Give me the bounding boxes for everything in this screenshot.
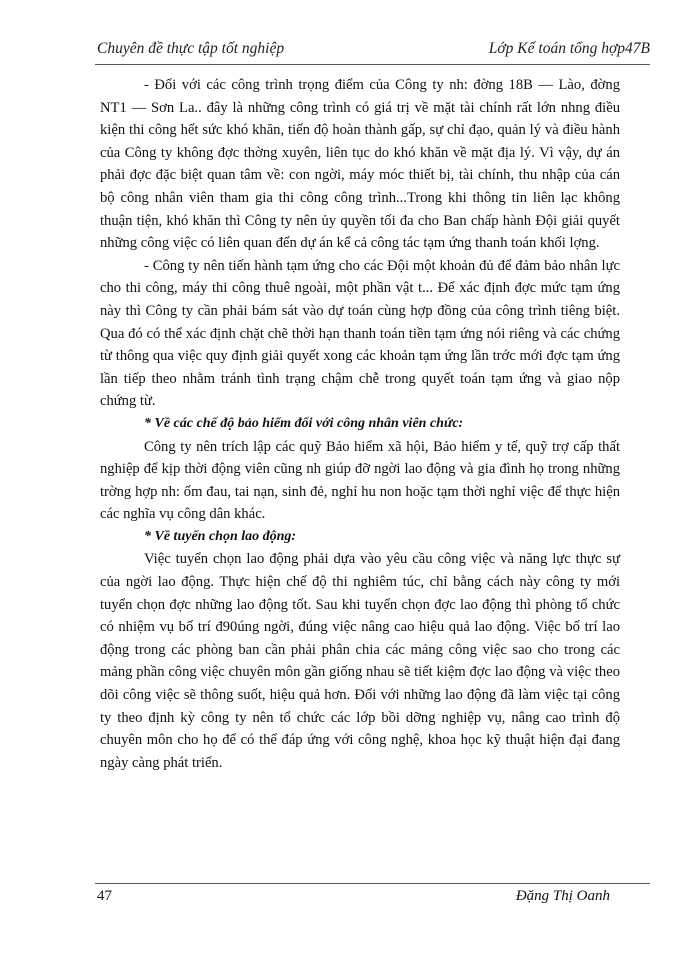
paragraph-advance-payments: - Công ty nên tiến hành tạm ứng cho các Đội một khoản đủ để đảm bảo nhân lực cho thi công, máy thi công thuê ngoài, một phần vật t... Để xác định đợc mức tạm ứng này thì Công ty cần phải bám sát vào dự toán cùng hợp đồng của công trình tiêng biệt. Qua đó có thể xác định chặt chẽ thời hạn thanh toán tiền tạm ứng nói riêng và các chứng từ thông qua việc quy định giải quyết xong các khoản tạm ứng lần trớc mới đợc tạm ứng lần tiếp theo nhằm tránh tình trạng chậm chễ trong quyết toán tạm ứng và giao nộp chứng từ.: [100, 257, 620, 410]
subheading-recruitment: * Về tuyển chọn lao động:: [144, 528, 297, 544]
header-right-class: Lớp Kế toán tổng hợp47B: [488, 40, 650, 57]
page-footer: [95, 888, 650, 910]
page-header: [95, 40, 650, 62]
document-body: [100, 74, 620, 774]
header-rule: [95, 64, 650, 65]
paragraph-insurance: Công ty nên trích lập các quỹ Bảo hiểm xã hội, Bảo hiểm y tế, quỹ trợ cấp thất nghiệp để kịp thời động viên cũng nh giúp đỡ ngời lao động và gia đình họ trong những trờng hợp nh: ốm đau, tai nạn, sinh đẻ, nghỉ hu non hoặc tạm thời nghỉ việc để thực hiện các nghĩa vụ công dân khác.: [100, 438, 620, 523]
page-number: 47: [97, 888, 112, 904]
paragraph-recruitment: Việc tuyển chọn lao động phải dựa vào yêu cầu công việc và năng lực thực sự của ngời lao động. Thực hiện chế độ thi nghiêm túc, chỉ bằng cách này công ty mới tuyển chọn đợc những lao động tốt. Sau khi tuyển chọn đợc lao động thì phòng tổ chức có nhiệm vụ bố trí đ90úng ngời, đúng việc nâng cao hiệu quả lao động. Việc bố trí lao động trong các phòng ban cần phải phân chia các mảng công việc sao cho trong các mảng phần công việc chuyên môn gần giống nhau sẽ tiết kiệm đợc lao động và việc theo dõi công việc sẽ thông suốt, hiệu quả hơn. Đối với những lao động đã làm việc tại công ty theo định kỳ công ty nên tổ chức các lớp bồi dỡng nghiệp vụ, nâng cao trình độ chuyên môn cho họ để có thể đáp ứng với công nghệ, khoa học kỹ thuật hiện đại đang ngày càng phát triển.: [100, 551, 620, 771]
header-left-title: Chuyên đề thực tập tốt nghiệp: [97, 40, 285, 57]
author-name: Đặng Thị Oanh: [515, 888, 610, 904]
footer-rule: [95, 883, 650, 884]
paragraph-key-projects: - Đối với các công trình trọng điểm của Công ty nh: đờng 18B — Lào, đờng NT1 — Sơn La.. đây là những công trình có giá trị về mặt tài chính rất lớn nhng điều kiện thi công hết sức khó khăn, tiến độ hoàn thành gấp, sự chỉ đạo, quản lý và điều hành của Công ty không đợc thờng xuyên, liên tục do khó khăn về mặt địa lý. Vì vậy, dự án phải đợc đặc biệt quan tâm về: con ngời, máy móc thiết bị, tài chính, thu nhập của cán bộ công nhân viên tham gia thi công công trình...Trong khi thông tin liên lạc không thuận tiện, khó khăn thì Công ty nên ủy quyền tối đa cho Ban chấp hành Đội giải quyết những công việc có liên quan đến dự án kể cả công tác tạm ứng thanh toán khối lợng.: [100, 77, 620, 252]
subheading-insurance: * Về các chế độ bảo hiểm đối với công nhân viên chức:: [144, 415, 464, 431]
